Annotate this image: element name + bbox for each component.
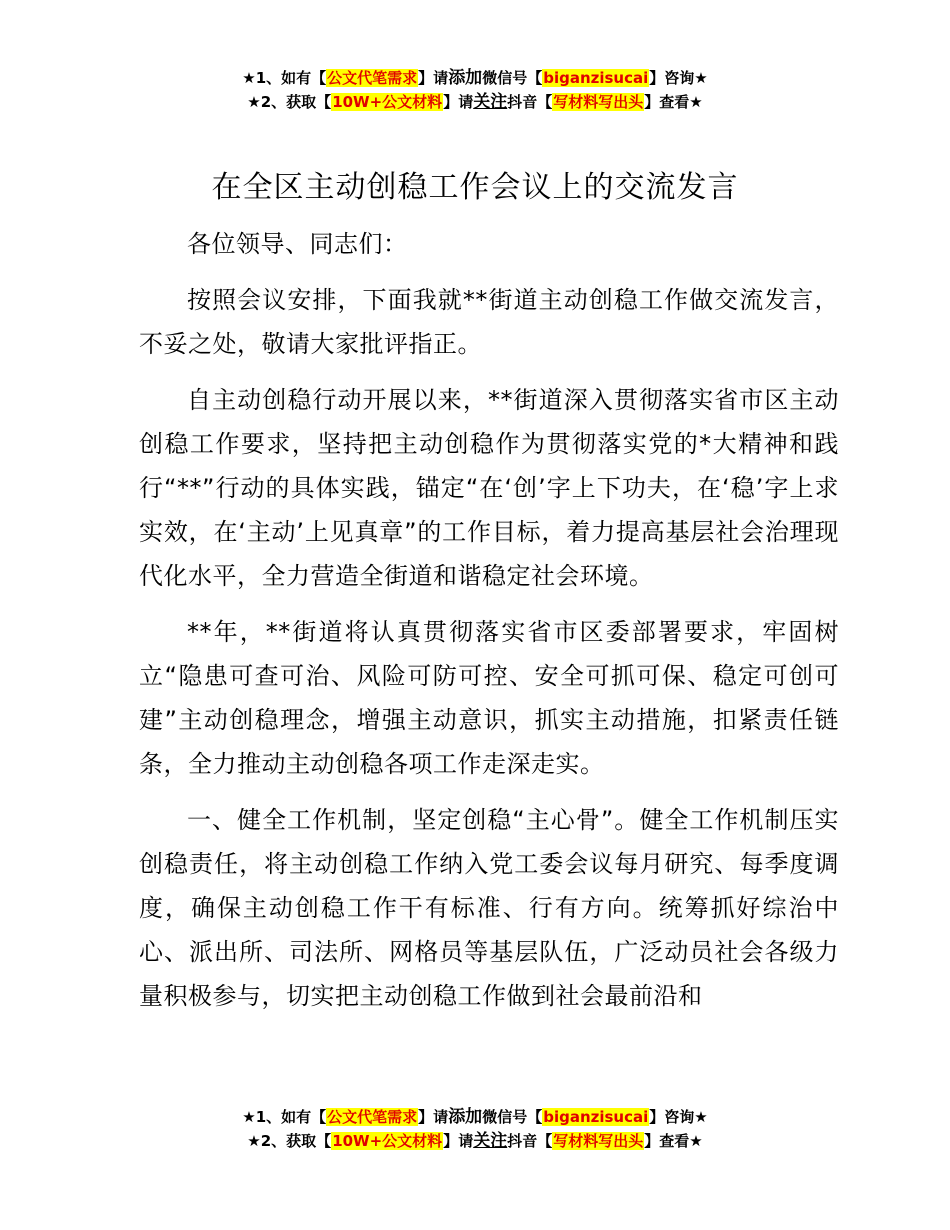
banner-text: ★1、如有【 — [242, 69, 327, 87]
banner-underline: 关注 — [473, 1131, 508, 1151]
banner-text: ★2、获取【 — [247, 1132, 332, 1150]
banner-text: 微信号【 — [482, 69, 543, 87]
banner-text: ★2、获取【 — [247, 93, 332, 111]
banner-highlight: 10W+公文材料 — [332, 93, 443, 111]
paragraph: 一、健全工作机制，坚定创稳“主心骨”。健全工作机制压实创稳责任，将主动创稳工作纳入党工委会议每月研究、每季度调度，确保主动创稳工作干有标准、行有方向。统筹抓好综治中心、派出所、司法所、网格员等基层队伍，广泛动员社会各级力量积极参与，切实把主动创稳工作做到社会最前沿和 — [139, 806, 839, 1010]
banner-highlight: biganzisucai — [543, 69, 649, 87]
document-title: 在全区主动创稳工作会议上的交流发言 — [211, 170, 739, 205]
paragraph: 按照会议安排，下面我就**街道主动创稳工作做交流发言，不妥之处，敬请大家批评指正。 — [139, 286, 839, 358]
banner-highlight: 写材料写出头 — [553, 1132, 644, 1150]
document-body — [139, 222, 839, 1030]
banner-text: 】请 — [443, 93, 474, 111]
banner-underline: 关注 — [473, 92, 508, 112]
banner-emphasis: 添加 — [448, 1107, 483, 1127]
banner-text: 抖音【 — [507, 93, 553, 111]
banner-highlight: 10W+公文材料 — [332, 1132, 443, 1150]
banner-text: 】查看★ — [644, 1132, 703, 1150]
banner-line-1 — [0, 1105, 950, 1129]
banner-text: 】咨询★ — [649, 69, 708, 87]
banner-emphasis: 添加 — [448, 68, 483, 88]
banner-text: 】请 — [418, 1108, 449, 1126]
banner-text: 】请 — [443, 1132, 474, 1150]
banner-text: 】咨询★ — [649, 1108, 708, 1126]
paragraph: **年，**街道将认真贯彻落实省市区委部署要求，牢固树立“隐患可查可治、风险可防可控、安全可抓可保、稳定可创可建”主动创稳理念，增强主动意识，抓实主动措施，扣紧责任链条，全力推动主动创稳各项工作走深走实。 — [139, 618, 839, 778]
banner-text: ★1、如有【 — [242, 1108, 327, 1126]
header-banner — [0, 66, 950, 114]
banner-text: 】查看★ — [644, 93, 703, 111]
banner-text: 】请 — [418, 69, 449, 87]
paragraph: 自主动创稳行动开展以来，**街道深入贯彻落实省市区主动创稳工作要求，坚持把主动创稳作为贯彻落实党的*大精神和践行“**”行动的具体实践，锚定“在‘创’字上下功夫，在‘稳’字上求实效，在‘主动’上见真章”的工作目标，着力提高基层社会治理现代化水平，全力营造全街道和谐稳定社会环境。 — [139, 386, 839, 590]
banner-highlight: 写材料写出头 — [553, 93, 644, 111]
banner-text: 抖音【 — [507, 1132, 553, 1150]
banner-line-1 — [0, 66, 950, 90]
banner-text: 微信号【 — [482, 1108, 543, 1126]
banner-line-2 — [0, 1129, 950, 1153]
banner-highlight: biganzisucai — [543, 1108, 649, 1126]
footer-banner — [0, 1105, 950, 1153]
banner-highlight: 公文代笔需求 — [327, 1108, 418, 1126]
banner-line-2 — [0, 90, 950, 114]
banner-highlight: 公文代笔需求 — [327, 69, 418, 87]
greeting: 各位领导、同志们： — [187, 230, 408, 258]
